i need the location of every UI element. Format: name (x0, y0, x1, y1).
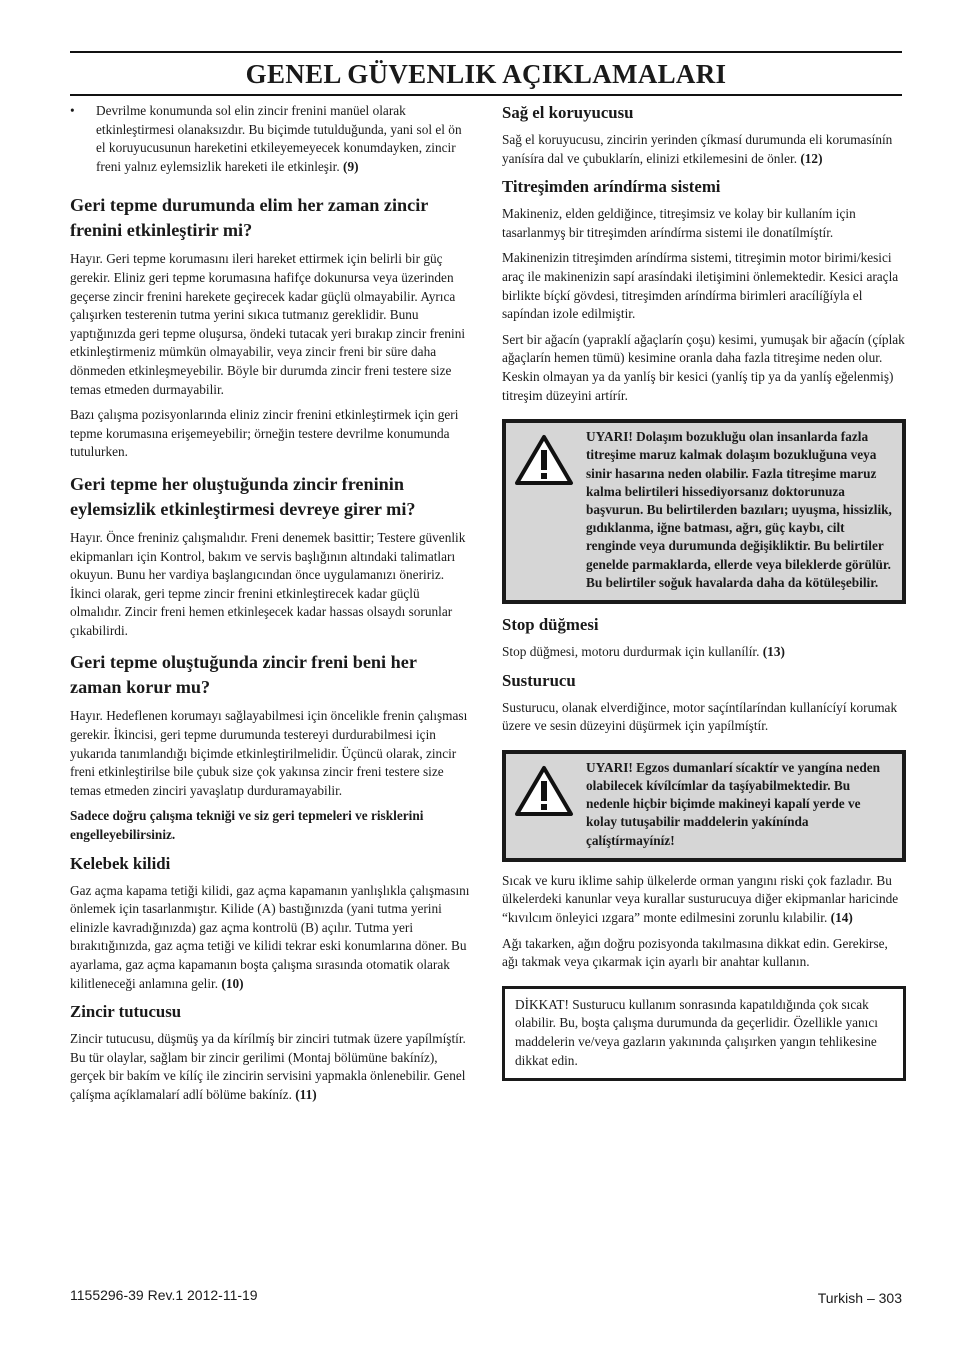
paragraph: Susturucu, olanak elverdiğince, motor saçíntílaríndan kullanícíyí korumak üzere ve sesin düzeyini düşürmek için yapílmíştír. (502, 699, 898, 734)
warning-text: UYARI! Egzos dumanlarí sícaktír ve yangína neden olabilecek kívílcímlar da taşíyabilmektedir. Bu nedenle hiçbir biçimde makineyi kapalí yerde ve kolay tutuşabilir maddelerin yakínínda çalíştírmayíníz! (586, 759, 881, 848)
header-rule-bottom (70, 94, 902, 96)
paragraph: Ağı takarken, ağın doğru pozisyonda takılmasına dikkat edin. Gerekirse, ağı takmak veya çıkarmak için ayarlı bir anahtar kullanın. (502, 935, 888, 970)
note-box (502, 986, 906, 1081)
bullet-paragraph (96, 102, 470, 176)
paragraph: Makineniz, elden geldiğince, titreşimsiz ve kolay bir kullaním için tasarlanmyş bir titreşimden aríndírma sistemi ile donatílmíştír. (502, 206, 856, 240)
paragraph (70, 882, 470, 994)
paragraph-text: Stop düğmesi, motoru durdurmak için kullanílír. (502, 643, 760, 659)
paragraph: Hayır. Geri tepme korumasını ileri hareket ettirmek için belirli bir güç gerekir. Eliniz geri tepme korumasına hafifçe dokunursa veya üzerinden geçerse zincir frenini harekete geçirecek kadar güçlü olmayabilir. Ayrıca çalışırken testerenin tutma yerini sıkıca tutmanız gereklidir. Bunu yaptığınızda geri tepme oluşursa, öndeki tutacak yeri bırakıp zincir frenini etkinleştirmeniz mümkün olmayabilir, veya zincir freni bir süre daha dönmeden etkinleşmeyebilir. Böyle bir durumda zincir freni testere size temas etmeden durmayabilir. (70, 251, 466, 397)
figure-ref: (10) (221, 975, 244, 991)
figure-ref: (13) (762, 643, 785, 659)
paragraph (502, 872, 906, 928)
warning-box-vibration (502, 419, 906, 604)
right-column (502, 102, 906, 1081)
heading-kickback-hand: Geri tepme durumunda elim her zaman zincir frenini etkinleştirir mi? (70, 195, 428, 241)
warning-box-exhaust (502, 750, 906, 862)
paragraph: Sert bir ağacín (yapraklí ağaçlarín çoşu) kesimi, yumuşak bir ağacín (çíplak ağaçlarín hemen tümü) kesimine oranla daha fazla titreşime neden olur. Keskin olmayan ya da yanlíş bir kesici (yanlíş tip ya da yanlíş eğelenmiş) titreşim düzeyini artírír. (502, 331, 905, 403)
paragraph (70, 1030, 470, 1104)
heading-anti-vibration: Titreşimden aríndírma sistemi (502, 177, 721, 197)
bullet-text: Devrilme konumunda sol elin zincir frenini manüel olarak etkinleştirmesi olanaksızdır. Bu biçimde tutulduğunda, yani sol el ön el koruyucusunun hareketini etkileyemeyecek konumdayken, zincir freni yalnız eylemsizlik hareketi ile etkinleşir. (96, 103, 462, 174)
paragraph: Hayır. Önce freniniz çalışmalıdır. Freni denemek basittir; Testere güvenlik ekipmanları için Kontrol, bakım ve servis başlığının altındaki talimatları okuyun. Bunu her vardiya başlangıcından önce uygulamanızı öneririz. İkinci olarak, geri tepme zincir frenini etkinleştirecek kadar güçlü olmalıdır. Zincir freni hemen etkinleşecek kadar hassas olsaydı sorunlar çıkabilirdi. (70, 529, 466, 638)
footer-doc-id: 1155296-39 Rev.1 2012-11-19 (70, 1287, 258, 1303)
header-rule-top (70, 51, 902, 53)
figure-ref: (11) (295, 1086, 317, 1102)
bullet-item (70, 102, 470, 183)
paragraph: Makinenizin titreşimden aríndírma sistemi, titreşimin motor birimi/kesici araç ile makinenizin sapí arasíndaki iletişimini önlemektedir. Kesici araçla birlikte bíçkí gövdesi, titreşimden aríndírma birimleri aracílíğíyla el sapíndan izole edilmiştir. (502, 250, 899, 322)
heading-chain-catcher: Zincir tutucusu (70, 1002, 182, 1022)
paragraph-text: Sağ el koruyucusu, zincirin yerinden çíkmasí durumunda eli korumasínín yanísíra dal ve çubuklarín, elinizi etkilemesini de önler. (502, 132, 893, 166)
heading-inertia-activation: Geri tepme her oluştuğunda zincir freninin eylemsizlik etkinleştirmesi devreye girer mi? (70, 473, 416, 519)
paragraph-text: Sıcak ve kuru iklime sahip ülkelerde orman yangını riski çok fazladır. Bu ülkelerdeki kanunlar veya kurallar susturucuya diğer ekipmanlar haricinde “kıvılcım önleyici ızgara” monte edilmesini zorunlu kılabilir. (502, 872, 899, 925)
left-column (70, 102, 470, 1112)
paragraph-text: Zincir tutucusu, düşmüş ya da kírílmíş bir zinciri tutmak üzere yapílmíştír. Bu tür olaylar, sağlam bir zincir gerilimi (Montaj bölümüne bakíníz), gerçek bir bakím ve kílíç ile zincirin servisini yapmakla önlenebilir. Genel çalíşma açíklamalarí adlí bölüme bakíníz. (70, 1031, 466, 1102)
paragraph (502, 643, 906, 662)
heading-muffler: Susturucu (502, 670, 576, 690)
heading-right-hand-guard: Sağ el koruyucusu (502, 103, 634, 122)
note-text: DİKKAT! Susturucu kullanım sonrasında kapatıldığında çok sıcak olabilir. Bu, boşta çalışma durumunda da geçerlidir. Özellikle yanıcı maddelerin ve/veya gazların yakınında çalışırken yangın tehlikesine dikkat edin. (515, 996, 878, 1068)
paragraph: Bazı çalışma pozisyonlarında eliniz zincir frenini etkinleştirmek için geri tepme korumasına erişemeyebilir; örneğin testere devrilme konumunda tutulurken. (70, 407, 459, 460)
figure-ref: (12) (800, 150, 823, 166)
bold-paragraph: Sadece doğru çalışma tekniği ve siz geri tepmeleri ve risklerini engelleyebilirsiniz. (70, 808, 424, 843)
warning-triangle-icon (514, 759, 586, 850)
figure-ref: (14) (830, 909, 853, 925)
heading-brake-protection: Geri tepme oluştuğunda zincir freni beni her zaman korur mu? (70, 652, 417, 698)
page-title: GENEL GÜVENLIK AÇIKLAMALARI (245, 59, 727, 89)
heading-throttle-lockout: Kelebek kilidi (70, 853, 171, 873)
paragraph: Hayır. Hedeflenen korumayı sağlayabilmesi için öncelikle frenin çalışması gerekir. İkincisi, geri tepme durumunda testereyi durdurabilmesi için yukarıda tanımlandığı biçimde etkinleştirilmelidir. Üçüncü olarak, zincir freni etkinleştirilse bile çubuk size çok yakınsa zincir freni testere size temas etmeden zinciri yavaşlatıp durduramayabilir. (70, 708, 468, 798)
footer-page-number: Turkish – 303 (817, 1290, 902, 1306)
paragraph-text: Gaz açma kapama tetiği kilidi, gaz açma kapamanın yanlışlıkla çalışmasını önlemek için tasarlanmıştır. Kilide (A) bastığınızda (yani tutma yerini elinizle kavradığınızda) gaz açma kontrolü (B) açılır. Tutma yeri bırakıtığınızda, gaz açma tetiği ve kilidi tekrar eski konumlarına döner. Bu ayarlama, gaz açma kapamanın boşta çalışma sırasında otomatik olarak kilitleneceği anlamına gelir. (70, 882, 470, 991)
warning-triangle-icon (514, 428, 586, 592)
heading-stop-switch: Stop düğmesi (502, 614, 599, 634)
figure-ref: (9) (343, 158, 359, 174)
warning-text: UYARI! Dolaşım bozukluğu olan insanlarda fazla titreşime maruz kalmak dolaşım bozukluğuna veya sinir hasarına neden olabilir. Fazla titreşime maruz kalma belirtileri hissediyorsanız doktorunuza başvurun. Bu belirtilerden bazıları; uyuşma, hissizlik, gıdıklanma, iğne batması, ağrı, güç kaybı, cilt renginde veya durumunda değişikliktir. Bu belirtiler genelde parmaklarda, ellerde veya bileklerde görülür. Bu belirtiler soğuk havalarda daha da kötüleşebilir. (586, 429, 892, 590)
bullet-mark: • (70, 103, 75, 118)
paragraph (502, 131, 906, 168)
